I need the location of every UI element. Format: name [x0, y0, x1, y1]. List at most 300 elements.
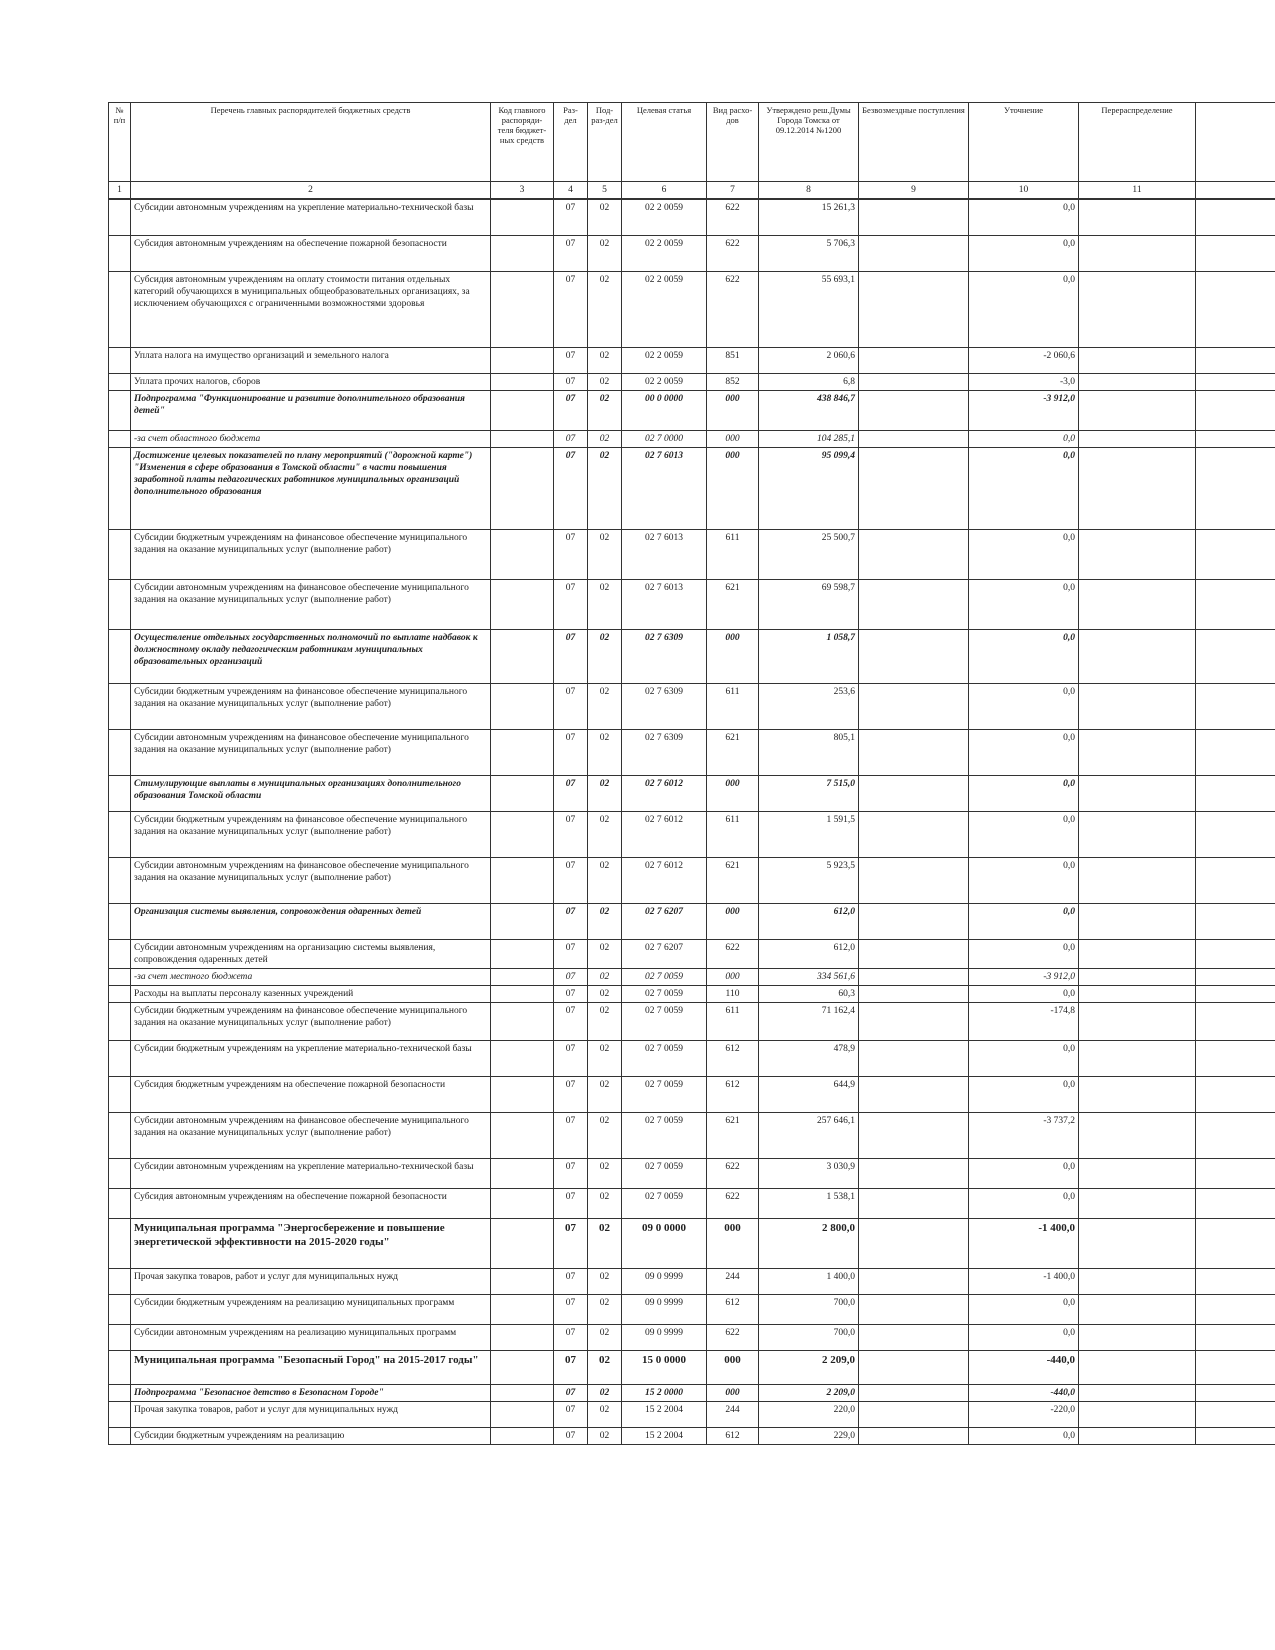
- row-expense-type: 000: [707, 629, 759, 683]
- row-extra: [1196, 939, 1275, 968]
- row-podrazdel: 02: [588, 1268, 622, 1294]
- row-name: Подпрограмма "Безопасное детство в Безопасном Городе": [131, 1384, 491, 1401]
- row-number: [109, 199, 131, 235]
- row-clarification: -3 912,0: [969, 390, 1079, 430]
- row-expense-type: 612: [707, 1294, 759, 1324]
- row-target-article: 09 0 0000: [622, 1218, 707, 1268]
- row-extra: [1196, 1040, 1275, 1076]
- row-extra: [1196, 199, 1275, 235]
- row-number: [109, 1294, 131, 1324]
- row-extra: [1196, 1427, 1275, 1444]
- header-cell: Утверждено реш.Думы Города Томска от 09.12.2014 №1200: [759, 103, 859, 182]
- row-expense-type: 621: [707, 729, 759, 775]
- row-extra: [1196, 985, 1275, 1002]
- row-podrazdel: 02: [588, 1158, 622, 1188]
- row-extra: [1196, 968, 1275, 985]
- row-clarification: -3 912,0: [969, 968, 1079, 985]
- row-extra: [1196, 729, 1275, 775]
- row-podrazdel: 02: [588, 1188, 622, 1218]
- row-extra: [1196, 1324, 1275, 1350]
- row-redistribution: [1079, 1076, 1196, 1112]
- header-cell: № п/п: [109, 103, 131, 182]
- row-approved: 55 693,1: [759, 271, 859, 347]
- row-number: [109, 1427, 131, 1444]
- row-target-article: 02 7 6309: [622, 729, 707, 775]
- row-podrazdel: 02: [588, 683, 622, 729]
- column-number: 6: [622, 182, 707, 200]
- row-grants: [859, 857, 969, 903]
- row-admin-code: [491, 1112, 554, 1158]
- row-clarification: 0,0: [969, 775, 1079, 811]
- row-grants: [859, 235, 969, 271]
- table-row: [109, 1002, 1275, 1040]
- row-razdel: 07: [554, 968, 588, 985]
- row-number: [109, 529, 131, 579]
- row-razdel: 07: [554, 857, 588, 903]
- row-extra: [1196, 373, 1275, 390]
- row-target-article: 09 0 9999: [622, 1294, 707, 1324]
- row-admin-code: [491, 347, 554, 373]
- row-number: [109, 1076, 131, 1112]
- row-redistribution: [1079, 939, 1196, 968]
- row-target-article: 02 7 6309: [622, 629, 707, 683]
- row-number: [109, 390, 131, 430]
- row-number: [109, 903, 131, 939]
- table-row: [109, 1401, 1275, 1427]
- row-podrazdel: 02: [588, 1427, 622, 1444]
- row-name: Субсидия автономным учреждениям на обеспечение пожарной безопасности: [131, 1188, 491, 1218]
- row-clarification: 0,0: [969, 985, 1079, 1002]
- row-razdel: 07: [554, 529, 588, 579]
- row-redistribution: [1079, 729, 1196, 775]
- header-cell: Целевая статья: [622, 103, 707, 182]
- column-number: 5: [588, 182, 622, 200]
- row-extra: [1196, 683, 1275, 729]
- row-expense-type: 622: [707, 1324, 759, 1350]
- row-name: Субсидии автономным учреждениям на финансовое обеспечение муниципального задания на оказание муниципальных услуг (выполнение работ): [131, 1112, 491, 1158]
- row-razdel: 07: [554, 683, 588, 729]
- table-row: [109, 1268, 1275, 1294]
- row-number: [109, 939, 131, 968]
- row-redistribution: [1079, 857, 1196, 903]
- table-row: [109, 1384, 1275, 1401]
- row-number: [109, 235, 131, 271]
- row-expense-type: 611: [707, 683, 759, 729]
- row-expense-type: 622: [707, 1158, 759, 1188]
- row-expense-type: 000: [707, 1218, 759, 1268]
- row-name: Прочая закупка товаров, работ и услуг для муниципальных нужд: [131, 1401, 491, 1427]
- row-approved: 3 030,9: [759, 1158, 859, 1188]
- row-podrazdel: 02: [588, 811, 622, 857]
- row-clarification: -174,8: [969, 1002, 1079, 1040]
- row-clarification: 0,0: [969, 271, 1079, 347]
- row-approved: 2 209,0: [759, 1384, 859, 1401]
- row-approved: 2 800,0: [759, 1218, 859, 1268]
- row-extra: [1196, 1384, 1275, 1401]
- header-cell-empty: [1196, 103, 1275, 182]
- row-name: Субсидии бюджетным учреждениям на финансовое обеспечение муниципального задания на оказание муниципальных услуг (выполнение работ): [131, 811, 491, 857]
- row-clarification: 0,0: [969, 199, 1079, 235]
- row-razdel: 07: [554, 939, 588, 968]
- row-number: [109, 1384, 131, 1401]
- row-expense-type: 000: [707, 968, 759, 985]
- row-razdel: 07: [554, 235, 588, 271]
- row-clarification: 0,0: [969, 1188, 1079, 1218]
- row-podrazdel: 02: [588, 985, 622, 1002]
- row-target-article: 15 2 0000: [622, 1384, 707, 1401]
- table-row: [109, 1427, 1275, 1444]
- row-podrazdel: 02: [588, 1002, 622, 1040]
- row-clarification: 0,0: [969, 903, 1079, 939]
- row-razdel: 07: [554, 1401, 588, 1427]
- row-number: [109, 775, 131, 811]
- row-grants: [859, 939, 969, 968]
- table-row: [109, 775, 1275, 811]
- row-razdel: 07: [554, 775, 588, 811]
- row-redistribution: [1079, 1294, 1196, 1324]
- table-row: [109, 1294, 1275, 1324]
- row-redistribution: [1079, 1188, 1196, 1218]
- row-grants: [859, 447, 969, 529]
- row-name: Уплата налога на имущество организаций и земельного налога: [131, 347, 491, 373]
- row-approved: 7 515,0: [759, 775, 859, 811]
- row-clarification: 0,0: [969, 729, 1079, 775]
- row-redistribution: [1079, 811, 1196, 857]
- row-admin-code: [491, 1002, 554, 1040]
- row-clarification: -2 060,6: [969, 347, 1079, 373]
- row-approved: 253,6: [759, 683, 859, 729]
- row-number: [109, 271, 131, 347]
- row-grants: [859, 1188, 969, 1218]
- row-podrazdel: 02: [588, 390, 622, 430]
- row-name: Осуществление отдельных государственных полномочий по выплате надбавок к должностному окладу педагогическим работникам муниципальных образовательных организаций: [131, 629, 491, 683]
- row-name: Субсидии автономным учреждениям на финансовое обеспечение муниципального задания на оказание муниципальных услуг (выполнение работ): [131, 579, 491, 629]
- row-expense-type: 622: [707, 235, 759, 271]
- row-name: Организация системы выявления, сопровождения одаренных детей: [131, 903, 491, 939]
- row-number: [109, 447, 131, 529]
- row-podrazdel: 02: [588, 939, 622, 968]
- row-approved: 334 561,6: [759, 968, 859, 985]
- row-approved: 478,9: [759, 1040, 859, 1076]
- row-expense-type: 622: [707, 199, 759, 235]
- row-podrazdel: 02: [588, 271, 622, 347]
- row-clarification: -3 737,2: [969, 1112, 1079, 1158]
- row-redistribution: [1079, 903, 1196, 939]
- table-row: [109, 1218, 1275, 1268]
- row-clarification: -220,0: [969, 1401, 1079, 1427]
- row-approved: 805,1: [759, 729, 859, 775]
- row-target-article: 02 2 0059: [622, 271, 707, 347]
- row-number: [109, 1112, 131, 1158]
- row-grants: [859, 1384, 969, 1401]
- row-redistribution: [1079, 1040, 1196, 1076]
- row-approved: 5 923,5: [759, 857, 859, 903]
- row-extra: [1196, 579, 1275, 629]
- row-target-article: 02 7 6309: [622, 683, 707, 729]
- column-number: 1: [109, 182, 131, 200]
- row-number: [109, 683, 131, 729]
- table-row: [109, 968, 1275, 985]
- row-admin-code: [491, 775, 554, 811]
- row-clarification: -3,0: [969, 373, 1079, 390]
- table-row: [109, 1040, 1275, 1076]
- row-target-article: 02 7 0059: [622, 1188, 707, 1218]
- row-clarification: 0,0: [969, 430, 1079, 447]
- row-expense-type: 611: [707, 1002, 759, 1040]
- table-row: [109, 199, 1275, 235]
- table-row: [109, 857, 1275, 903]
- row-target-article: 02 2 0059: [622, 373, 707, 390]
- budget-table: [108, 102, 1275, 1445]
- row-extra: [1196, 1188, 1275, 1218]
- row-extra: [1196, 1076, 1275, 1112]
- row-approved: 438 846,7: [759, 390, 859, 430]
- row-grants: [859, 968, 969, 985]
- row-admin-code: [491, 1294, 554, 1324]
- row-podrazdel: 02: [588, 1294, 622, 1324]
- row-name: Муниципальная программа "Энергосбережение и повышение энергетической эффективности на 2015-2020 годы": [131, 1218, 491, 1268]
- row-admin-code: [491, 968, 554, 985]
- row-grants: [859, 1002, 969, 1040]
- row-name: Муниципальная программа "Безопасный Город" на 2015-2017 годы": [131, 1350, 491, 1384]
- row-expense-type: 852: [707, 373, 759, 390]
- column-number: 11: [1079, 182, 1196, 200]
- row-approved: 2 209,0: [759, 1350, 859, 1384]
- row-target-article: 02 7 6013: [622, 447, 707, 529]
- row-grants: [859, 1350, 969, 1384]
- row-razdel: 07: [554, 347, 588, 373]
- row-number: [109, 968, 131, 985]
- row-target-article: 15 2 2004: [622, 1401, 707, 1427]
- row-name: Субсидии бюджетным учреждениям на финансовое обеспечение муниципального задания на оказание муниципальных услуг (выполнение работ): [131, 1002, 491, 1040]
- row-razdel: 07: [554, 1427, 588, 1444]
- row-admin-code: [491, 1401, 554, 1427]
- row-approved: 220,0: [759, 1401, 859, 1427]
- row-number: [109, 1268, 131, 1294]
- row-admin-code: [491, 235, 554, 271]
- row-extra: [1196, 390, 1275, 430]
- row-name: -за счет областного бюджета: [131, 430, 491, 447]
- column-number: 4: [554, 182, 588, 200]
- row-grants: [859, 579, 969, 629]
- table-row: [109, 579, 1275, 629]
- row-name: Субсидии бюджетным учреждениям на реализацию муниципальных программ: [131, 1294, 491, 1324]
- row-target-article: 02 7 6012: [622, 775, 707, 811]
- table-row: [109, 347, 1275, 373]
- row-redistribution: [1079, 629, 1196, 683]
- row-admin-code: [491, 683, 554, 729]
- row-extra: [1196, 529, 1275, 579]
- header-cell: Уточнение: [969, 103, 1079, 182]
- row-redistribution: [1079, 775, 1196, 811]
- row-podrazdel: 02: [588, 529, 622, 579]
- row-name: Субсидии автономным учреждениям на укрепление материально-технической базы: [131, 199, 491, 235]
- row-clarification: 0,0: [969, 1294, 1079, 1324]
- table-row: [109, 1324, 1275, 1350]
- row-razdel: 07: [554, 1002, 588, 1040]
- row-grants: [859, 390, 969, 430]
- row-approved: 25 500,7: [759, 529, 859, 579]
- row-extra: [1196, 629, 1275, 683]
- row-grants: [859, 199, 969, 235]
- row-expense-type: 621: [707, 857, 759, 903]
- row-redistribution: [1079, 1158, 1196, 1188]
- header-cell: Перераспределение: [1079, 103, 1196, 182]
- row-clarification: -440,0: [969, 1350, 1079, 1384]
- row-clarification: 0,0: [969, 235, 1079, 271]
- row-approved: 644,9: [759, 1076, 859, 1112]
- row-name: Субсидии автономным учреждениям на финансовое обеспечение муниципального задания на оказание муниципальных услуг (выполнение работ): [131, 729, 491, 775]
- row-number: [109, 1158, 131, 1188]
- row-razdel: 07: [554, 430, 588, 447]
- row-approved: 700,0: [759, 1324, 859, 1350]
- row-number: [109, 1188, 131, 1218]
- table-row: [109, 939, 1275, 968]
- row-target-article: 15 2 2004: [622, 1427, 707, 1444]
- row-podrazdel: 02: [588, 1324, 622, 1350]
- row-grants: [859, 903, 969, 939]
- header-cell: Код главного распоряди-теля бюджет-ных средств: [491, 103, 554, 182]
- row-expense-type: 244: [707, 1401, 759, 1427]
- row-target-article: 00 0 0000: [622, 390, 707, 430]
- row-redistribution: [1079, 683, 1196, 729]
- row-admin-code: [491, 1158, 554, 1188]
- row-extra: [1196, 1294, 1275, 1324]
- row-name: Достижение целевых показателей по плану мероприятий ("дорожной карте") "Изменения в сфере образования в Томской области" в части повышения заработной платы педагогических работников муниципальных организаций дополнительного образования: [131, 447, 491, 529]
- row-admin-code: [491, 903, 554, 939]
- row-extra: [1196, 1158, 1275, 1188]
- table-row: [109, 903, 1275, 939]
- table-row: [109, 235, 1275, 271]
- row-name: Субсидии бюджетным учреждениям на укрепление материально-технической базы: [131, 1040, 491, 1076]
- row-expense-type: 622: [707, 1188, 759, 1218]
- row-approved: 1 400,0: [759, 1268, 859, 1294]
- column-number-row: [109, 182, 1275, 200]
- table-row: [109, 1350, 1275, 1384]
- row-approved: 15 261,3: [759, 199, 859, 235]
- row-target-article: 15 0 0000: [622, 1350, 707, 1384]
- row-razdel: 07: [554, 1384, 588, 1401]
- row-admin-code: [491, 1427, 554, 1444]
- column-number: 8: [759, 182, 859, 200]
- column-number: 10: [969, 182, 1079, 200]
- row-redistribution: [1079, 430, 1196, 447]
- column-number: 9: [859, 182, 969, 200]
- row-target-article: 02 2 0059: [622, 199, 707, 235]
- header-cell: Под-раз-дел: [588, 103, 622, 182]
- row-number: [109, 430, 131, 447]
- row-target-article: 02 7 0059: [622, 1112, 707, 1158]
- table-row: [109, 629, 1275, 683]
- row-grants: [859, 811, 969, 857]
- row-name: Стимулирующие выплаты в муниципальных организациях дополнительного образования Томской области: [131, 775, 491, 811]
- row-approved: 1 591,5: [759, 811, 859, 857]
- row-number: [109, 1040, 131, 1076]
- row-admin-code: [491, 811, 554, 857]
- row-admin-code: [491, 529, 554, 579]
- row-redistribution: [1079, 529, 1196, 579]
- row-name: Расходы на выплаты персоналу казенных учреждений: [131, 985, 491, 1002]
- row-admin-code: [491, 939, 554, 968]
- row-clarification: -1 400,0: [969, 1268, 1079, 1294]
- row-number: [109, 1350, 131, 1384]
- row-grants: [859, 1401, 969, 1427]
- row-razdel: 07: [554, 447, 588, 529]
- row-admin-code: [491, 729, 554, 775]
- row-grants: [859, 683, 969, 729]
- row-admin-code: [491, 271, 554, 347]
- row-clarification: 0,0: [969, 629, 1079, 683]
- row-name: Субсидии бюджетным учреждениям на финансовое обеспечение муниципального задания на оказание муниципальных услуг (выполнение работ): [131, 683, 491, 729]
- row-redistribution: [1079, 373, 1196, 390]
- row-grants: [859, 1268, 969, 1294]
- row-razdel: 07: [554, 1040, 588, 1076]
- row-redistribution: [1079, 1324, 1196, 1350]
- row-number: [109, 1324, 131, 1350]
- row-razdel: 07: [554, 271, 588, 347]
- row-podrazdel: 02: [588, 1384, 622, 1401]
- budget-page: [108, 102, 1275, 1445]
- row-admin-code: [491, 579, 554, 629]
- column-number: 3: [491, 182, 554, 200]
- row-expense-type: 000: [707, 390, 759, 430]
- row-approved: 257 646,1: [759, 1112, 859, 1158]
- table-body: [109, 199, 1275, 1444]
- row-grants: [859, 430, 969, 447]
- row-name: Субсидии автономным учреждениям на укрепление материально-технической базы: [131, 1158, 491, 1188]
- row-expense-type: 000: [707, 903, 759, 939]
- table-row: [109, 1158, 1275, 1188]
- column-number: 2: [131, 182, 491, 200]
- row-target-article: 02 7 6207: [622, 939, 707, 968]
- row-redistribution: [1079, 1268, 1196, 1294]
- row-extra: [1196, 447, 1275, 529]
- table-row: [109, 729, 1275, 775]
- row-target-article: 02 7 0059: [622, 968, 707, 985]
- row-expense-type: 851: [707, 347, 759, 373]
- table-row: [109, 811, 1275, 857]
- row-podrazdel: 02: [588, 1350, 622, 1384]
- row-approved: 700,0: [759, 1294, 859, 1324]
- row-clarification: 0,0: [969, 529, 1079, 579]
- row-clarification: 0,0: [969, 857, 1079, 903]
- row-grants: [859, 1112, 969, 1158]
- row-clarification: 0,0: [969, 683, 1079, 729]
- row-redistribution: [1079, 1384, 1196, 1401]
- row-extra: [1196, 775, 1275, 811]
- row-admin-code: [491, 1350, 554, 1384]
- row-approved: 612,0: [759, 903, 859, 939]
- row-admin-code: [491, 857, 554, 903]
- row-clarification: -440,0: [969, 1384, 1079, 1401]
- row-redistribution: [1079, 1112, 1196, 1158]
- row-target-article: 02 7 0059: [622, 985, 707, 1002]
- row-extra: [1196, 1002, 1275, 1040]
- table-row: [109, 1188, 1275, 1218]
- row-target-article: 02 7 6013: [622, 579, 707, 629]
- column-number-empty: [1196, 182, 1275, 200]
- row-grants: [859, 271, 969, 347]
- row-approved: 104 285,1: [759, 430, 859, 447]
- row-podrazdel: 02: [588, 447, 622, 529]
- row-expense-type: 000: [707, 430, 759, 447]
- header-row: [109, 103, 1275, 182]
- row-extra: [1196, 1350, 1275, 1384]
- row-grants: [859, 1294, 969, 1324]
- row-redistribution: [1079, 390, 1196, 430]
- row-clarification: 0,0: [969, 1324, 1079, 1350]
- row-extra: [1196, 1112, 1275, 1158]
